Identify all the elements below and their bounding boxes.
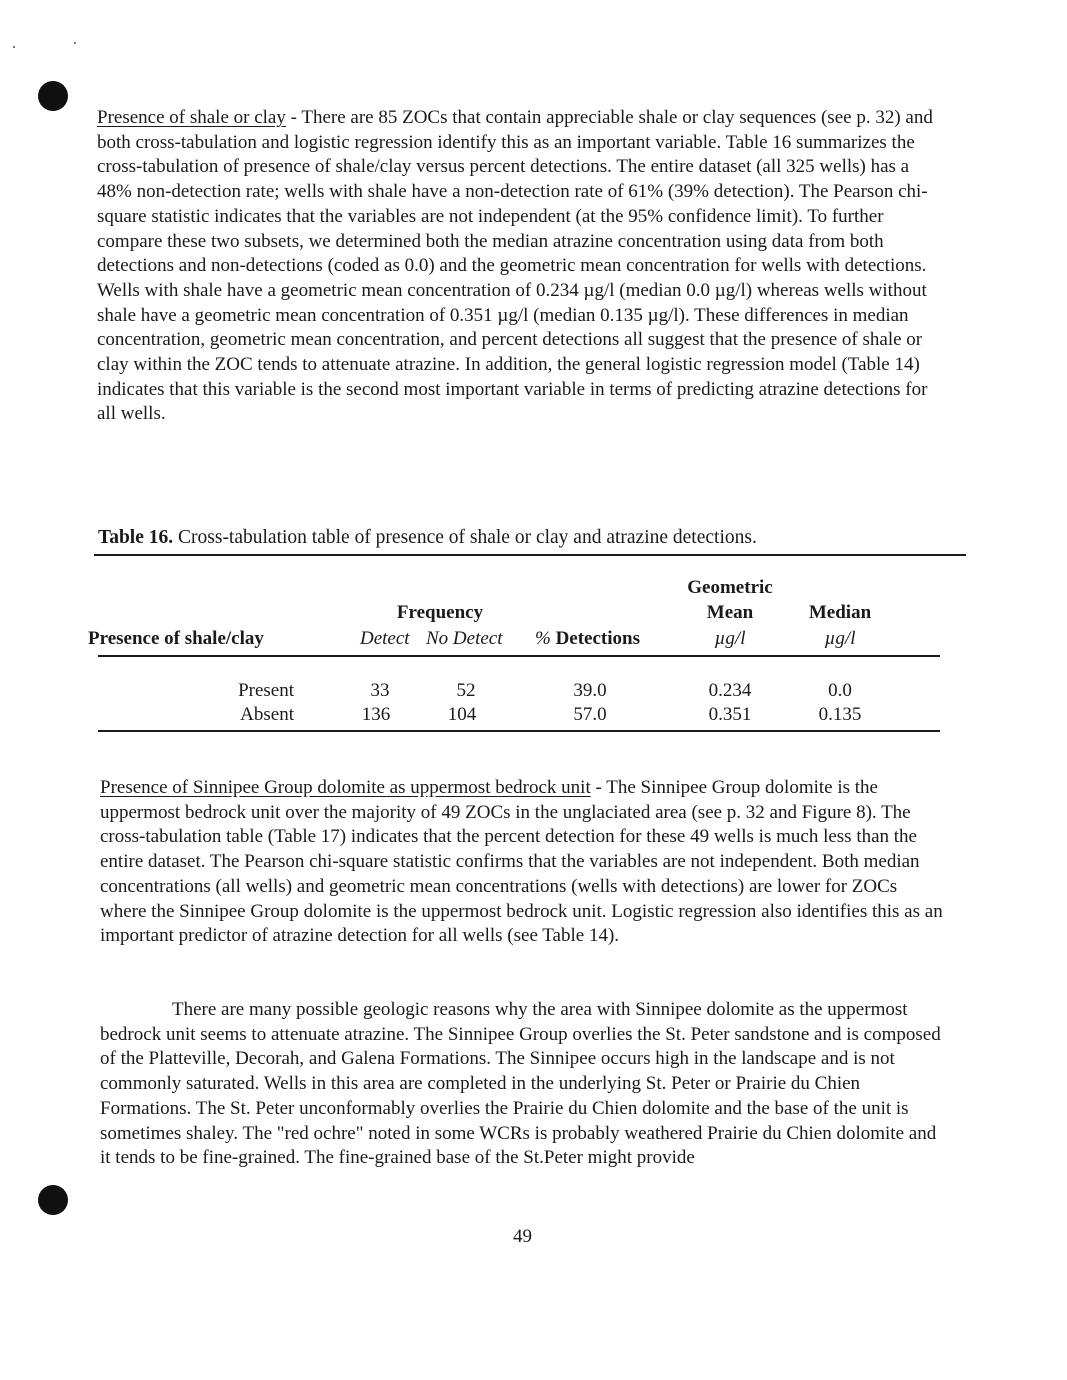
paragraph-geologic-reasons: There are many possible geologic reasons why the area with Sinnipee dolomite as the uppermost bedrock unit seems to attenuate atrazine. The Sinnipee Group overlies the St. Peter sandstone and is composed of the Platteville, Decorah, and Galena Formations. The Sinnipee occurs high in the landscape and is not commonly saturated. Wells in this area are completed in the underlying St. Peter or Prairie du Chien Formations. The St. Peter unconformably overlies the Prairie du Chien dolomite and the base of the unit is sometimes shaley. The "red ochre" noted in some WCRs is probably weathered Prairie du Chien dolomite and it tends to be fine-grained. The fine-grained base of the St.Peter might provide xyxy=(100,999,941,1169)
table-caption xyxy=(98,525,943,551)
row-absent-no-detect: 104 xyxy=(447,704,477,725)
paragraph-shale-clay xyxy=(97,106,942,427)
row-absent-detect: 136 xyxy=(361,704,391,725)
binder-hole-top xyxy=(38,81,68,111)
heading-sinnipee: Presence of Sinnipee Group dolomite as uppermost bedrock unit xyxy=(100,777,591,798)
table-header-rule xyxy=(98,655,940,657)
row-present-mean: 0.234 xyxy=(708,680,752,701)
header-median: Median xyxy=(808,602,872,623)
table-caption-label: Table 16. xyxy=(98,527,174,548)
row-absent-median: 0.135 xyxy=(818,704,862,725)
row-present-median: 0.0 xyxy=(828,680,852,701)
table-bottom-rule xyxy=(98,730,940,732)
row-present-label: Present xyxy=(238,680,294,701)
heading-shale-clay: Presence of shale or clay xyxy=(97,107,286,128)
header-median-unit: µg/l xyxy=(824,628,856,649)
scan-speck xyxy=(74,42,76,44)
binder-hole-bottom xyxy=(38,1185,68,1215)
header-row-label: Presence of shale/clay xyxy=(88,628,264,649)
paragraph-shale-clay-text: - There are 85 ZOCs that contain appreciable shale or clay sequences (see p. 32) and both cross-tabulation and logistic regression identify this as an important variable. Table 16 summarizes the cross-tabulation of presence of shale/clay versus percent detections. The entire dataset (all 325 wells) has a 48% non-detection rate; wells with shale have a non-detection rate of 61% (39% detection). The Pearson chi-square statistic indicates that the variables are not independent (at the 95% confidence limit). To further compare these two subsets, we determined both the median atrazine concentration using data from both detections and non-detections (coded as 0.0) and the geometric mean concentration for wells with detections. Wells with shale have a geometric mean concentration of 0.234 µg/l (median 0.0 µg/l) whereas wells without shale have a geometric mean concentration of 0.351 µg/l (median 0.135 µg/l). These differences in median concentration, geometric mean concentration, and percent detections all suggest that the presence of shale or clay within the ZOC tends to attenuate atrazine. In addition, the general logistic regression model (Table 14) indicates that this variable is the second most important variable in terms of predicting atrazine detections for all wells. xyxy=(97,107,933,425)
header-no-detect: No Detect xyxy=(426,628,503,649)
paragraph-sinnipee-text: - The Sinnipee Group dolomite is the uppermost bedrock unit over the majority of 49 ZOCs in the unglaciated area (see p. 32 and Figure 8). The cross-tabulation table (Table 17) indicates that the percent detection for these 49 wells is much less than the entire dataset. The Pearson chi-square statistic confirms that the variables are not independent. Both median concentrations (all wells) and geometric mean concentrations (wells with detections) are lower for ZOCs where the Sinnipee Group dolomite is the uppermost bedrock unit. Logistic regression also identifies this as an important predictor of atrazine detection for all wells (see Table 14). xyxy=(100,777,943,947)
page-number: 49 xyxy=(513,1226,532,1247)
row-absent-pct: 57.0 xyxy=(573,704,607,725)
header-mean-unit: µg/l xyxy=(714,628,746,649)
row-absent-label: Absent xyxy=(240,704,294,725)
row-present-pct: 39.0 xyxy=(573,680,607,701)
scan-speck xyxy=(13,46,15,48)
header-pct-detections-text: Detections xyxy=(555,628,640,649)
row-present-detect: 33 xyxy=(370,680,390,701)
header-detect: Detect xyxy=(360,628,410,649)
row-present-no-detect: 52 xyxy=(456,680,476,701)
table-top-rule xyxy=(94,554,966,556)
table-caption-text: Cross-tabulation table of presence of shale or clay and atrazine detections. xyxy=(173,527,757,548)
row-absent-mean: 0.351 xyxy=(708,704,752,725)
paragraph-sinnipee xyxy=(100,776,945,949)
header-mean: Mean xyxy=(706,602,754,623)
header-frequency: Frequency xyxy=(396,602,484,623)
header-pct-detections: % Detections xyxy=(535,628,640,649)
header-geometric: Geometric xyxy=(687,577,773,598)
